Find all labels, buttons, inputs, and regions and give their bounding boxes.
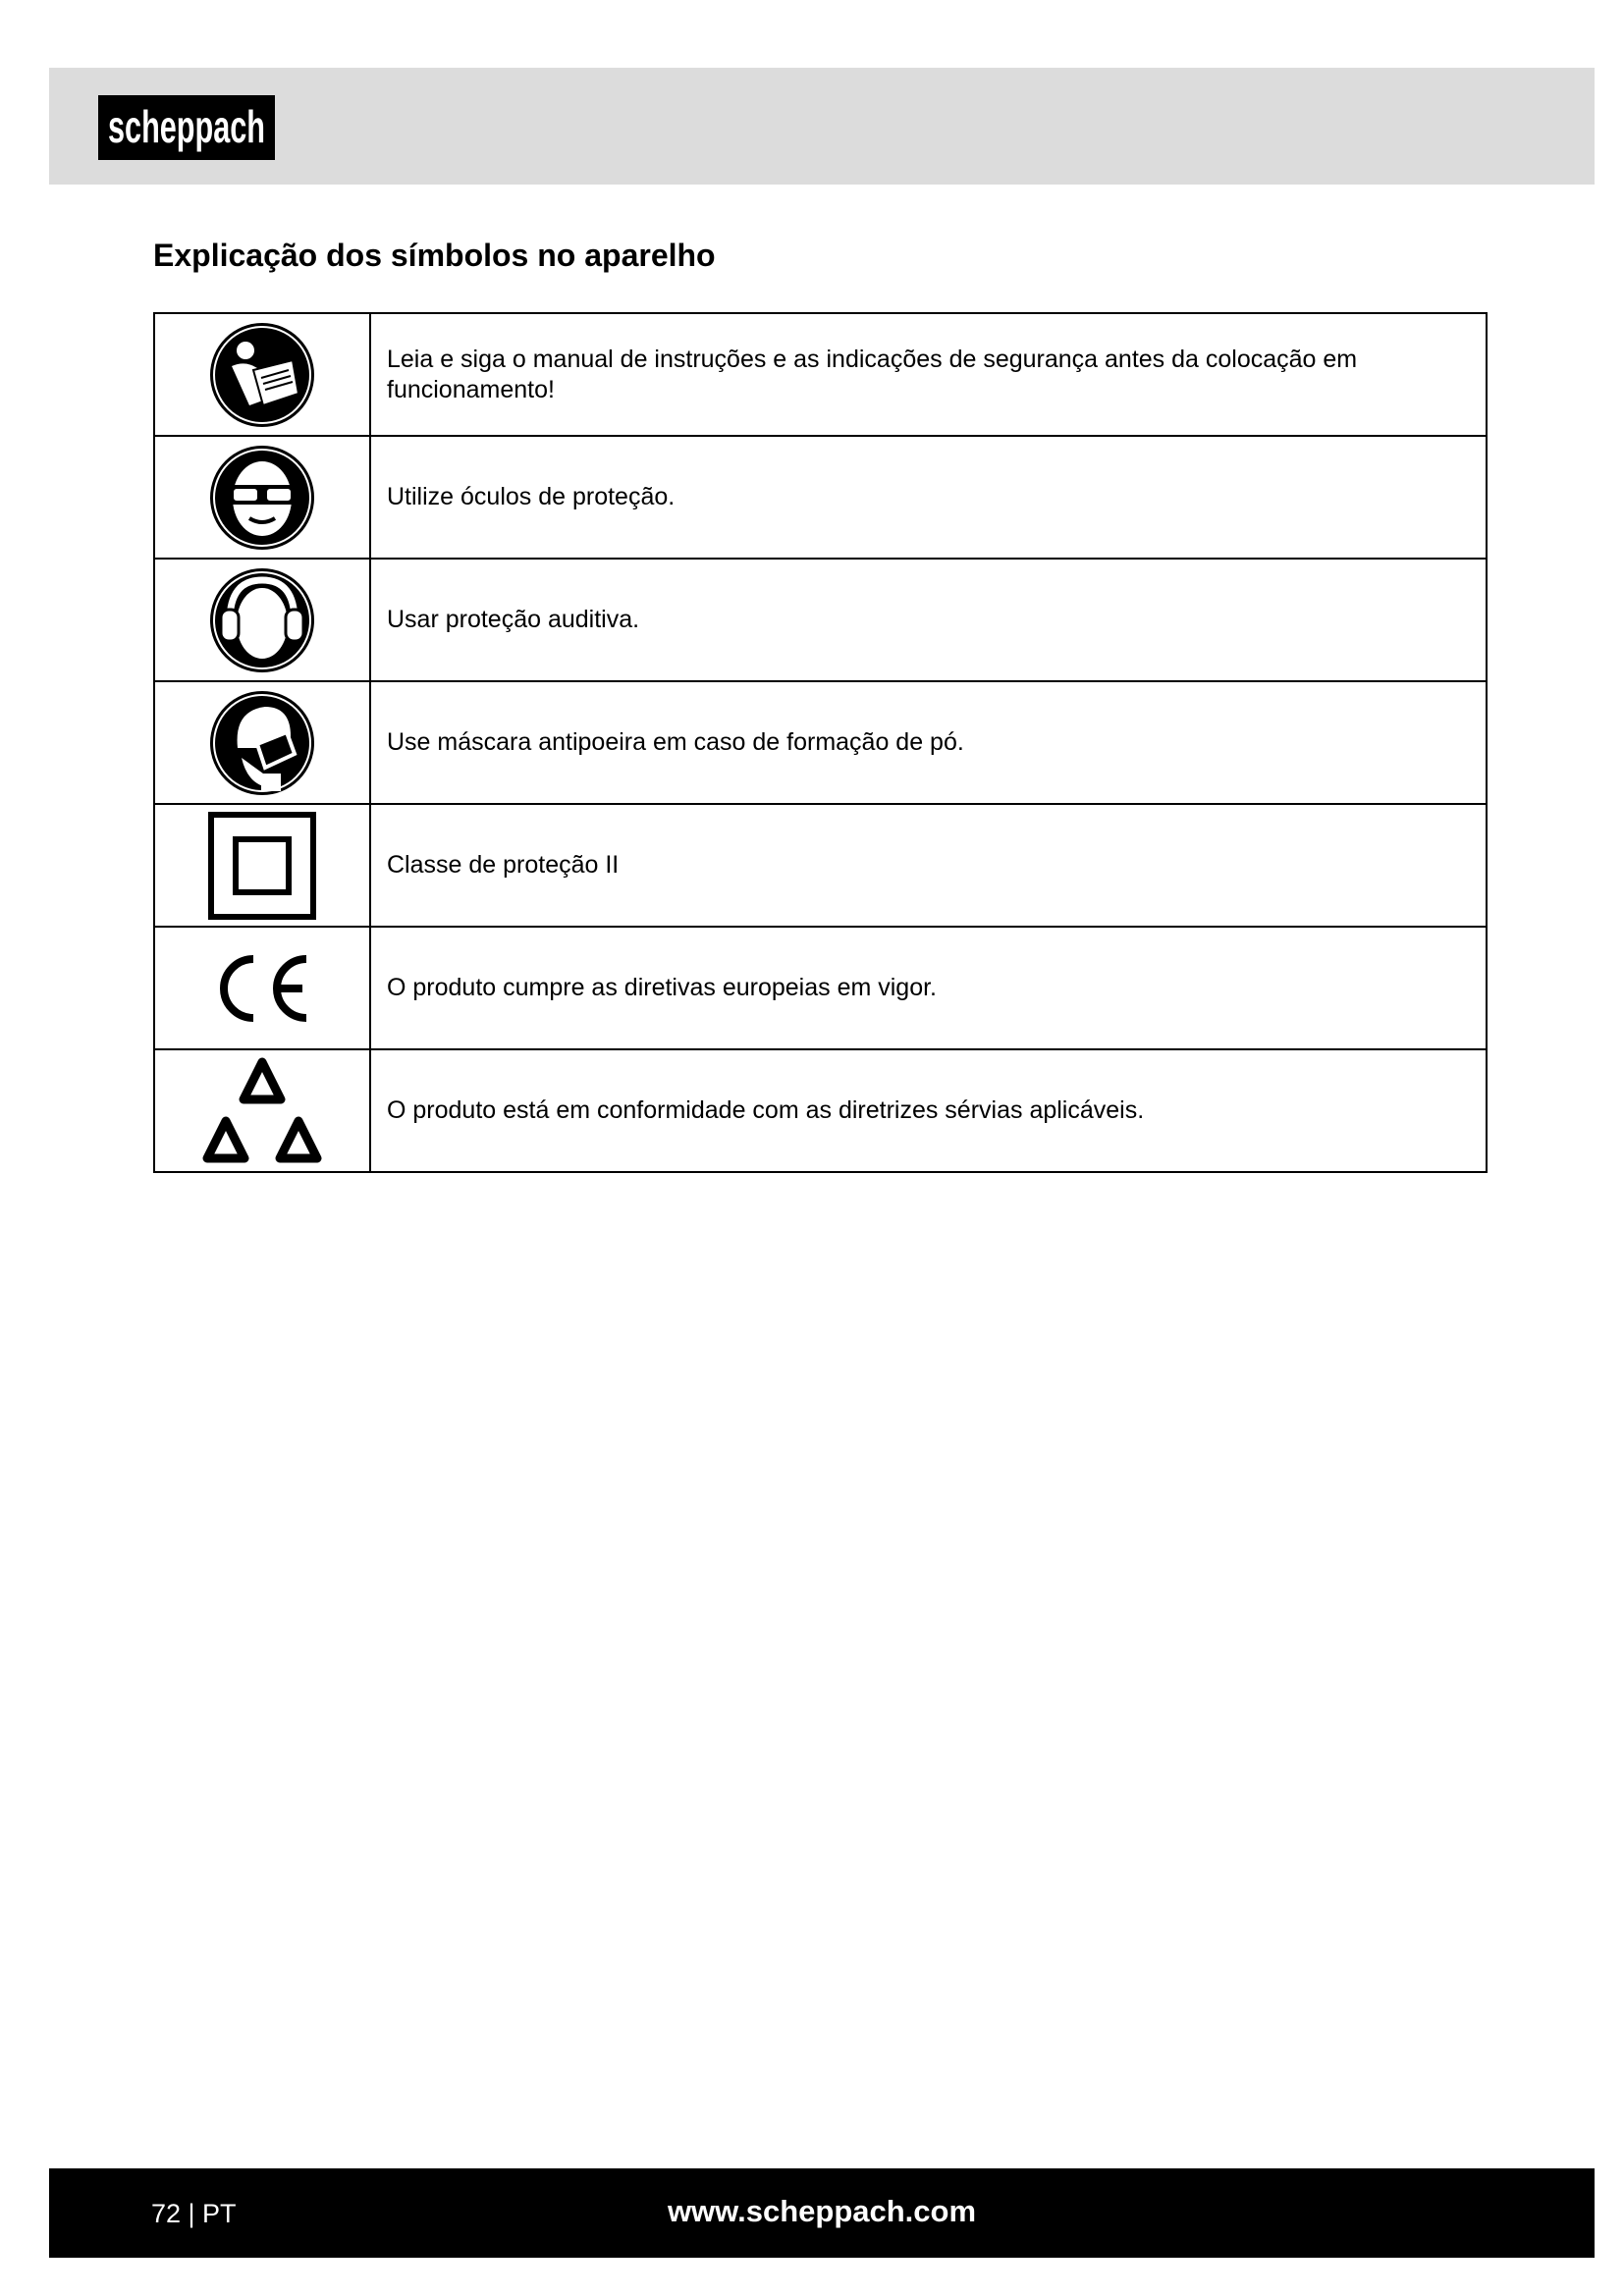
- symbol-icon-cell: [154, 681, 370, 804]
- symbol-description: Leia e siga o manual de instruções e as indicações de segurança antes da colocação em funcionamento!: [370, 313, 1487, 436]
- symbol-icon-cell: [154, 313, 370, 436]
- dust-mask-icon: [208, 689, 316, 797]
- symbol-description: O produto cumpre as diretivas europeias em vigor.: [370, 927, 1487, 1049]
- protection-class-ii-icon: [208, 812, 316, 920]
- svg-text:scheppach: scheppach: [108, 101, 265, 152]
- symbol-row: [154, 927, 1487, 1049]
- section-title: Explicação dos símbolos no aparelho: [153, 238, 716, 273]
- read-manual-icon: [208, 321, 316, 429]
- symbol-row: [154, 1049, 1487, 1172]
- logo-wordmark: [102, 99, 271, 156]
- symbol-description: Utilize óculos de proteção.: [370, 436, 1487, 559]
- symbol-description: Use máscara antipoeira em caso de formação de pó.: [370, 681, 1487, 804]
- symbol-description: Classe de proteção II: [370, 804, 1487, 927]
- symbol-icon-cell: [154, 804, 370, 927]
- symbol-icon-cell: [154, 436, 370, 559]
- page-number: 72 | PT: [151, 2199, 237, 2228]
- header-band: [49, 68, 1595, 185]
- serbian-conformity-icon: [202, 1056, 322, 1166]
- symbols-table: [153, 312, 1488, 1173]
- symbol-row: [154, 559, 1487, 681]
- symbol-description: Usar proteção auditiva.: [370, 559, 1487, 681]
- symbol-row: [154, 436, 1487, 559]
- hearing-protection-icon: [208, 566, 316, 674]
- ce-mark-icon: [208, 949, 316, 1028]
- symbol-icon-cell: [154, 1049, 370, 1172]
- symbol-row: [154, 804, 1487, 927]
- safety-goggles-icon: [208, 444, 316, 552]
- symbol-description: O produto está em conformidade com as diretrizes sérvias aplicáveis.: [370, 1049, 1487, 1172]
- website-url[interactable]: www.scheppach.com: [667, 2194, 977, 2228]
- symbol-row: [154, 681, 1487, 804]
- symbol-row: [154, 313, 1487, 436]
- symbol-icon-cell: [154, 559, 370, 681]
- scheppach-logo: [98, 95, 275, 160]
- footer-band: [49, 2168, 1595, 2258]
- symbol-icon-cell: [154, 927, 370, 1049]
